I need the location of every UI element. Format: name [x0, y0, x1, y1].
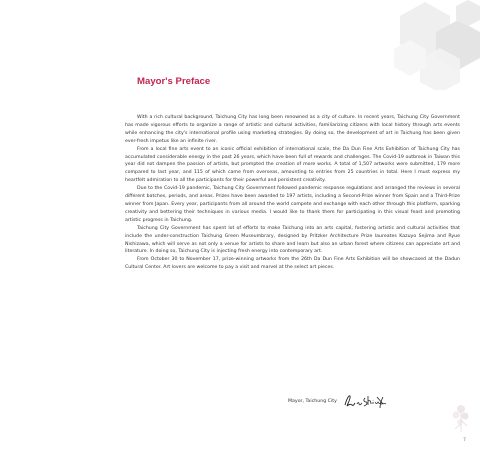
- hexagon-pattern-decoration: [370, 0, 480, 90]
- page-number: 7: [463, 438, 466, 443]
- handwritten-signature: [343, 392, 387, 410]
- paragraph: With a rich cultural background, Taichung City has long been renowned as a city of culture. In recent years, Taichung City Government has made vigorous efforts to organize a range of artistic and cultural activities, familiarizing citizens with local history through arts events while enhancing the city's international profile using marketing strategies. By doing so, the development of art in Taichung has been given ever-fresh impetus like an infinite river.: [125, 115, 460, 144]
- page-title: Mayor's Preface: [137, 76, 211, 87]
- flower-decoration: [450, 402, 472, 434]
- signatory-title: Mayor, Taichung City: [288, 398, 337, 404]
- paragraph: Taichung City Government has spent lot of efforts to make Taichung into an arts capital, fostering artistic and cultural activities that include the under-construction Taichung Green Museumbrary, designed by Pritzker Architecture Prize laureates Kazuyo Sejima and Ryue Nishizawa, which will serve as not only a venue for artists to share and learn but also an urban forest where citizens can appreciate art and literature. In doing so, Taichung City is injecting fresh energy into contemporary art.: [125, 225, 460, 255]
- preface-body: [125, 114, 460, 272]
- paragraph: Due to the Covid-19 pandemic, Taichung City Government followed pandemic response regulations and arranged the reviews in several different batches, periods, and areas. Prizes have been awarded to 197 artists, including a Second-Prize winner from Spain and a Third-Prize winner from Japan. Every year, participants from all around the world compete and exchange with each other through this platform, sparking creativity and bettering their techniques in various media. I would like to thank them for participating in this visual feast and promoting artistic progress in Taichung.: [125, 186, 460, 223]
- signature-block: [288, 392, 387, 410]
- paragraph: From a local fine arts event to an iconic official exhibition of international scale, the Da Dun Fine Arts Exhibition of Taichung City has accumulated considerable energy in the past 26 years, which have been full of rewards and challenges. The Covid-19 outbreak in Taiwan this year did not dampen the passion of artists, but prompted the creation of more works. A total of 1,507 artworks were submitted, 179 more compared to last year, and 115 of which came from overseas, amounting to entries from 25 countries in total. Here I must express my heartfelt admiration to all the participants for their powerful and persistent creativity.: [125, 146, 460, 184]
- paragraph: From October 30 to November 17, prize-winning artworks from the 26th Da Dun Fine Arts Exhibition will be showcased at the Dadun Cultural Center. Art lovers are welcome to pay a visit and marvel at the select art pieces.: [125, 257, 460, 271]
